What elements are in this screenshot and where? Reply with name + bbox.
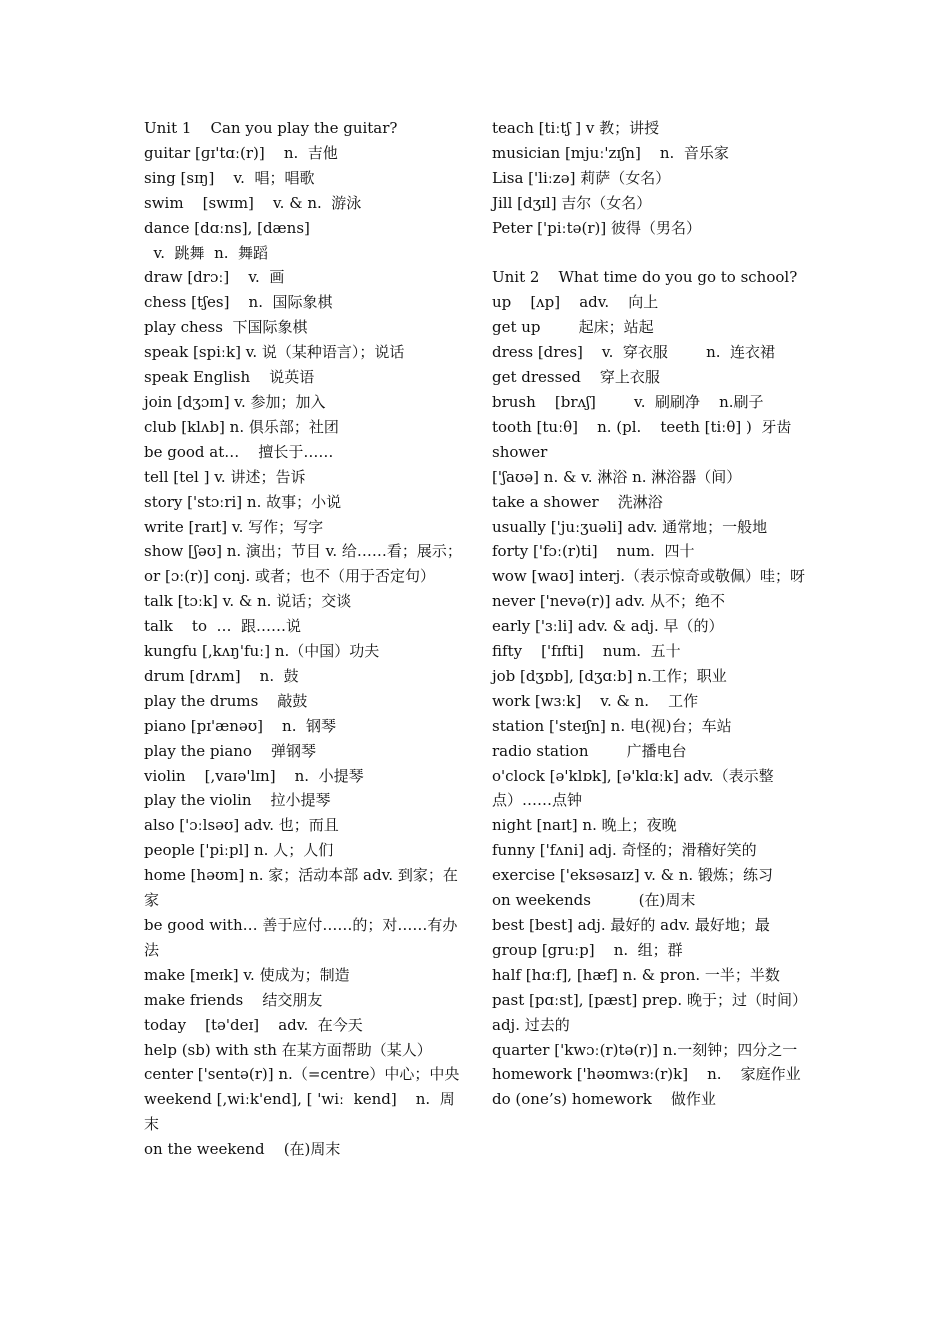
- vocab-entry: Unit 1 Can you play the guitar?: [144, 119, 398, 137]
- vocab-entry: play the piano 弹钢琴: [144, 741, 317, 760]
- vocab-entry: job [dʒɒb], [dʒɑːb] n.工作；职业: [492, 666, 727, 685]
- vocab-entry: up [ʌp] adv. 向上: [492, 293, 659, 312]
- vocab-entry: early ['ɜːli] adv. & adj. 早（的）: [492, 617, 724, 636]
- vocab-entry: get up 起床；站起: [492, 318, 654, 337]
- vocab-entry: speak English 说英语: [144, 368, 315, 387]
- vocab-entry: dance [dɑːns], [dæns]: [144, 218, 310, 237]
- vocab-entry: musician [mjuː'zɪʃn] n. 音乐家: [492, 143, 729, 162]
- vocab-entry: kungfu [,kʌŋ'fuː] n.（中国）功夫: [144, 642, 380, 661]
- vocab-entry: talk to … 跟……说: [144, 617, 302, 636]
- vocab-entry: wow [waʊ] interj.（表示惊奇或敬佩）哇；呀: [492, 567, 805, 586]
- vocab-entry: brush [brʌʃ] v. 刷刷净 n.刷子: [492, 392, 764, 411]
- vocab-entry: homework ['həʊmwɜː(r)k] n. 家庭作业: [492, 1065, 801, 1084]
- vocab-entry: people ['piːpl] n. 人；人们: [144, 841, 334, 860]
- vocab-entry: fifty ['fɪfti] num. 五十: [492, 642, 681, 661]
- vocab-entry: sing [sɪŋ] v. 唱；唱歌: [144, 168, 315, 187]
- vocab-entry: get dressed 穿上衣服: [492, 368, 660, 387]
- vocab-entry: story ['stɔːri] n. 故事；小说: [144, 492, 342, 511]
- vocab-entry: ['ʃaʊə] n. & v. 淋浴 n. 淋浴器（间）: [492, 467, 742, 486]
- vocab-entry: funny ['fʌni] adj. 奇怪的；滑稽好笑的: [492, 841, 757, 860]
- vocab-entry: night [naɪt] n. 晚上；夜晚: [492, 816, 677, 835]
- vocab-entry: piano [pɪ'ænəʊ] n. 钢琴: [144, 716, 337, 735]
- vocab-entry: shower: [492, 442, 548, 461]
- vocab-entry: play the drums 敲鼓: [144, 691, 308, 710]
- vocab-entry: Peter ['piːtə(r)] 彼得（男名）: [492, 218, 701, 237]
- vocab-entry: usually ['juːʒuəli] adv. 通常地；一般地: [492, 517, 768, 536]
- vocab-entry: be good at… 擅长于……: [144, 442, 334, 461]
- vocab-entry: past [pɑːst], [pæst] prep. 晚于；过（时间）adj. 过去的: [492, 990, 807, 1034]
- vocab-entry: half [hɑːf], [hæf] n. & pron. 一半；半数: [492, 965, 780, 984]
- vocab-entry: do (one’s) homework 做作业: [492, 1090, 716, 1109]
- vocab-entry: club [klʌb] n. 俱乐部；社团: [144, 417, 339, 436]
- vocab-entry: Unit 2 What time do you go to school?: [492, 268, 798, 287]
- vocab-entry: Jill [dʒɪl] 吉尔（女名）: [492, 193, 652, 212]
- vocab-entry: dress [dres] v. 穿衣服 n. 连衣裙: [492, 343, 776, 362]
- vocab-entry: radio station 广播电台: [492, 741, 687, 760]
- vocab-entry: group [gruːp] n. 组；群: [492, 940, 683, 959]
- vocab-entry: or [ɔː(r)] conj. 或者；也不（用于否定句）: [144, 567, 436, 586]
- vocab-entry: on the weekend (在)周末: [144, 1140, 341, 1159]
- vocab-entry: violin [,vaɪə'lɪn] n. 小提琴: [144, 766, 364, 785]
- vocab-entry: Lisa ['liːzə] 莉萨（女名）: [492, 168, 671, 187]
- right-vocabulary-column: [492, 116, 812, 1112]
- vocab-entry: help (sb) with sth 在某方面帮助（某人）: [144, 1040, 432, 1059]
- vocab-entry: weekend [,wiːk'end], [ 'wiː kend] n. 周末: [144, 1090, 455, 1134]
- vocab-entry: show [ʃəʊ] n. 演出；节目 v. 给……看；展示；: [144, 542, 462, 561]
- vocab-entry: today [tə'deɪ] adv. 在今天: [144, 1015, 363, 1034]
- vocab-entry: make [meɪk] v. 使成为；制造: [144, 965, 350, 984]
- vocab-entry: tell [tel ] v. 讲述；告诉: [144, 467, 306, 486]
- vocab-entry: work [wɜːk] v. & n. 工作: [492, 691, 699, 710]
- vocab-entry: home [həʊm] n. 家；活动本部 adv. 到家；在家: [144, 866, 458, 910]
- vocab-entry: join [dʒɔɪn] v. 参加；加入: [144, 392, 326, 411]
- vocab-entry: chess [tʃes] n. 国际象棋: [144, 293, 333, 312]
- vocab-entry: play the violin 拉小提琴: [144, 791, 331, 810]
- vocab-entry: be good with… 善于应付……的；对……有办法: [144, 916, 458, 959]
- vocab-entry: teach [tiːtʃ ] v 教；讲授: [492, 119, 660, 137]
- vocab-entry: v. 跳舞 n. 舞蹈: [144, 243, 269, 262]
- vocab-entry: speak [spiːk] v. 说（某种语言）；说话: [144, 343, 405, 362]
- left-vocabulary-column: [144, 116, 464, 1162]
- vocab-entry: never ['nevə(r)] adv. 从不；绝不: [492, 592, 725, 611]
- vocab-entry: exercise ['eksəsaɪz] v. & n. 锻炼；练习: [492, 866, 773, 885]
- vocab-entry: play chess 下国际象棋: [144, 318, 308, 337]
- vocab-entry: o'clock [ə'klɒk], [ə'klɑːk] adv.（表示整点）……点钟: [492, 766, 774, 810]
- vocab-entry: center ['sentə(r)] n.（=centre）中心；中央: [144, 1065, 460, 1084]
- vocab-entry: station ['steɪʃn] n. 电(视)台；车站: [492, 716, 732, 735]
- vocab-entry: also ['ɔːlsəʊ] adv. 也；而且: [144, 816, 339, 835]
- vocab-entry: swim [swɪm] v. & n. 游泳: [144, 193, 362, 212]
- vocab-entry: talk [tɔːk] v. & n. 说话；交谈: [144, 592, 352, 611]
- vocab-entry: drum [drʌm] n. 鼓: [144, 666, 299, 685]
- vocab-entry: draw [drɔː] v. 画: [144, 268, 285, 287]
- vocab-entry: make friends 结交朋友: [144, 990, 323, 1009]
- vocab-entry: take a shower 洗淋浴: [492, 492, 663, 511]
- vocab-entry: [492, 241, 812, 266]
- vocab-entry: tooth [tuːθ] n. (pl. teeth [tiːθ] ) 牙齿: [492, 417, 792, 436]
- vocab-entry: forty ['fɔː(r)ti] num. 四十: [492, 542, 695, 561]
- vocab-entry: guitar [ɡɪ'tɑː(r)] n. 吉他: [144, 143, 338, 162]
- vocab-entry: quarter ['kwɔː(r)tə(r)] n.一刻钟；四分之一: [492, 1040, 798, 1059]
- vocab-entry: best [best] adj. 最好的 adv. 最好地；最: [492, 916, 770, 934]
- vocab-entry: on weekends (在)周末: [492, 891, 696, 910]
- vocab-entry: write [raɪt] v. 写作；写字: [144, 517, 324, 536]
